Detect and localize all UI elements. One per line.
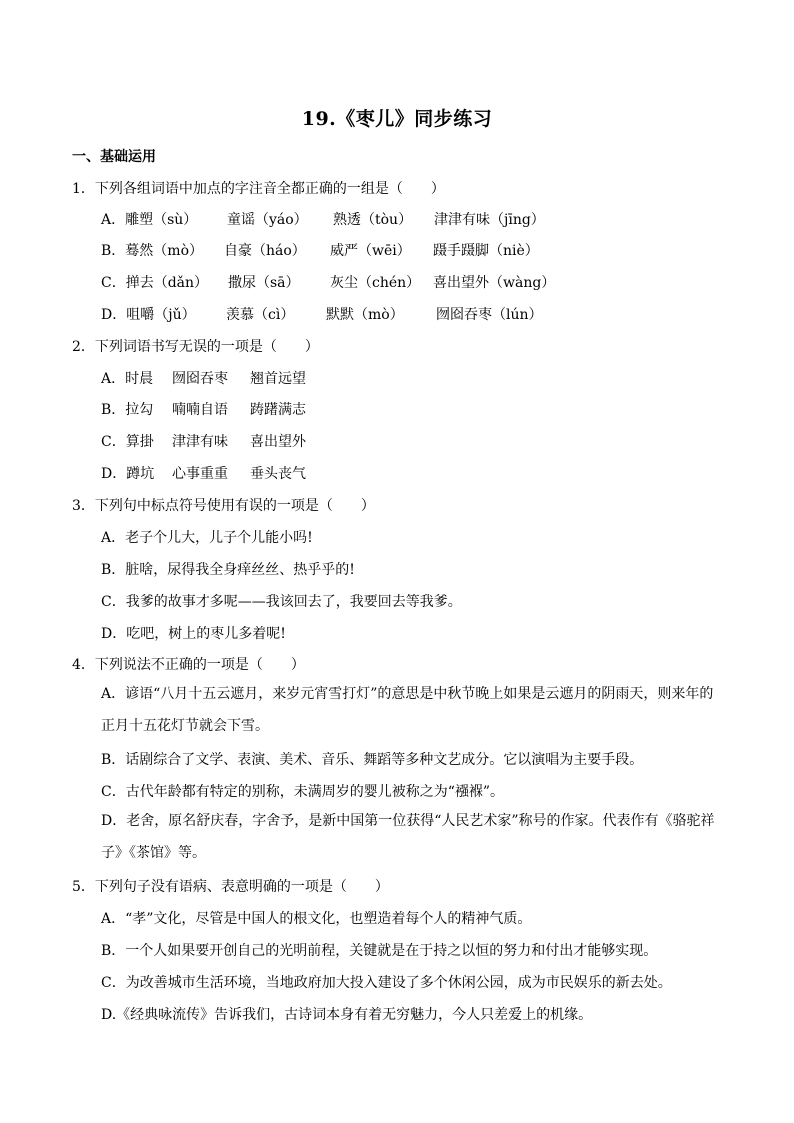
q2-option-a-1: A．时晨	[101, 371, 154, 387]
q2-option-d-1: D．蹲坑	[101, 466, 155, 482]
q4-option-c: C．古代年龄都有特定的别称，未满周岁的婴儿被称之为“襁褓”。	[101, 784, 505, 800]
question-3-stem: 3．下列句中标点符号使用有误的一项是（ ）	[72, 498, 375, 514]
q2-option-d-2: 心事重重	[172, 466, 228, 482]
q1-option-a-3: 熟透（tòu）	[333, 212, 413, 228]
q4-option-d: D．老舍，原名舒庆春，字舍予，是新中国第一位获得“人民艺术家”称号的作家。代表作有《骆驼祥子》《茶馆》等。	[101, 813, 715, 861]
q4-option-a: A．谚语“八月十五云遮月，来岁元宵雪打灯”的意思是中秋节晚上如果是云遮月的阴雨天，则来年的正月十五花灯节就会下雪。	[101, 686, 714, 734]
q2-option-a-2: 囫囵吞枣	[172, 371, 228, 387]
q1-option-a-2: 童谣（yáo）	[227, 212, 308, 228]
q1-option-c-4: 喜出望外（wàng）	[433, 275, 556, 291]
q1-option-c-3: 灰尘（chén）	[330, 275, 421, 291]
section-heading: 一、基础运用	[72, 149, 156, 165]
q1-option-d-3: 默默（mò）	[326, 307, 404, 323]
page-title: 19.《枣儿》同步练习	[301, 108, 493, 130]
q5-option-a: A．“孝”文化，尽管是中国人的根文化，也塑造着每个人的精神气质。	[101, 911, 532, 927]
q2-option-b-3: 踌躇满志	[250, 402, 306, 418]
q1-option-b-1: B．蓦然（mò）	[101, 243, 203, 259]
q2-option-b-2: 喃喃自语	[172, 402, 228, 418]
question-5-stem: 5．下列句子没有语病、表意明确的一项是（ ）	[72, 879, 389, 895]
q4-option-b: B．话剧综合了文学、表演、美术、音乐、舞蹈等多种文艺成分。它以演唱为主要手段。	[101, 752, 644, 768]
q5-option-b: B．一个人如果要开创自己的光明前程，关键就是在于持之以恒的努力和付出才能够实现。	[101, 943, 658, 959]
q1-option-a-1: A．雕塑（sù）	[101, 212, 198, 228]
q3-option-c: C．我爹的故事才多呢——我该回去了，我要回去等我爹。	[101, 594, 462, 610]
q1-option-c-2: 撒尿（sā）	[228, 275, 300, 291]
q2-option-c-1: C．算掛	[101, 434, 154, 450]
q1-option-c-1: C．掸去（dǎn）	[101, 275, 209, 291]
q2-option-c-3: 喜出望外	[250, 434, 306, 450]
q2-option-c-2: 津津有味	[172, 434, 228, 450]
q1-option-b-3: 威严（wēi）	[330, 243, 411, 259]
q2-option-b-1: B．拉勾	[101, 402, 154, 418]
q1-option-d-2: 羡慕（cì）	[226, 307, 295, 323]
q3-option-a: A．老子个儿大，儿子个儿能小吗!	[101, 530, 313, 546]
q1-option-b-4: 蹑手蹑脚（niè）	[433, 243, 539, 259]
q1-option-d-4: 囫囵吞枣（lún）	[436, 307, 543, 323]
question-4-stem: 4．下列说法不正确的一项是（ ）	[72, 657, 305, 673]
q1-option-d-1: D．咀嚼（jǔ）	[101, 307, 196, 323]
question-2-stem: 2．下列词语书写无误的一项是（ ）	[72, 339, 319, 355]
q3-option-b: B．脏啥，尿得我全身痒丝丝、热乎乎的!	[101, 562, 355, 578]
q1-option-a-4: 津津有味（jīng）	[434, 212, 545, 228]
question-1-stem: 1．下列各组词语中加点的字注音全都正确的一组是（ ）	[72, 181, 445, 197]
q2-option-a-3: 翘首远望	[250, 371, 306, 387]
q3-option-d: D．吃吧，树上的枣儿多着呢!	[101, 626, 286, 642]
q2-option-d-3: 垂头丧气	[250, 466, 306, 482]
q1-option-b-2: 自豪（háo）	[224, 243, 306, 259]
q5-option-d: D.《经典咏流传》告诉我们，古诗词本身有着无穷魅力，今人只差爱上的机缘。	[101, 1007, 593, 1023]
q5-option-c: C．为改善城市生活环境，当地政府加大投入建设了多个休闲公园，成为市民娱乐的新去处。	[101, 975, 672, 991]
